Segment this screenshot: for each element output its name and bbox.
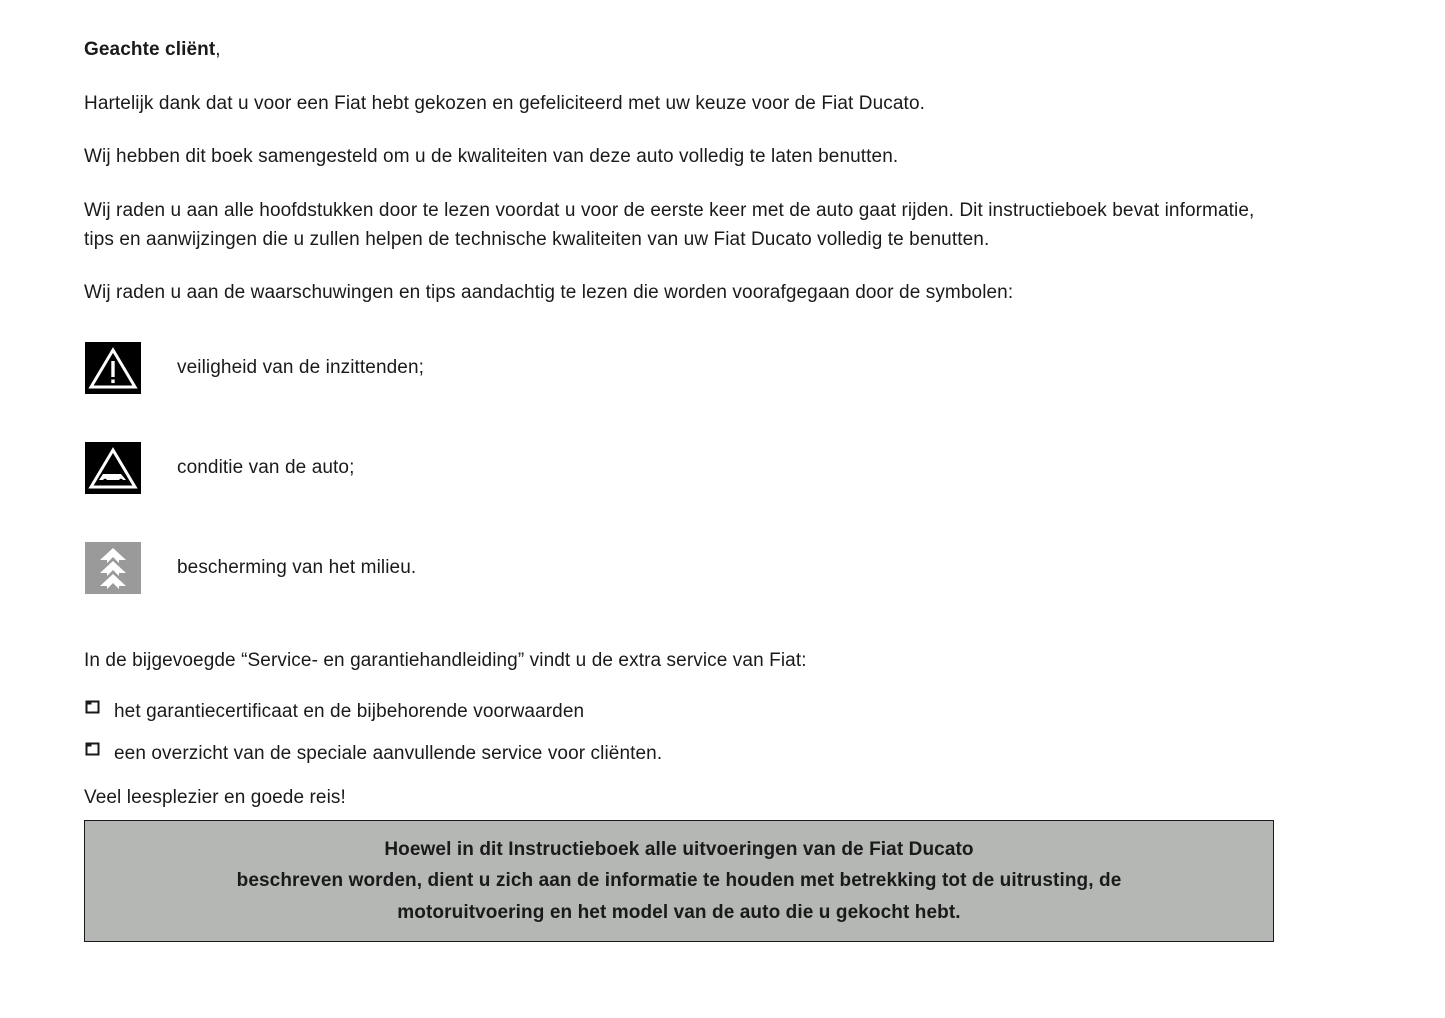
symbol-label-safety: veiligheid van de inzittenden;: [177, 356, 425, 378]
square-bullet-icon: [84, 698, 114, 722]
notice-text: [213, 834, 1146, 928]
closing-line: Veel leesplezier en goede reis!: [84, 787, 346, 809]
symbol-row-vehicle: [84, 442, 1274, 494]
symbol-label-environment: bescherming van het milieu.: [177, 556, 417, 578]
list-item: [84, 741, 1274, 765]
symbol-legend: [84, 342, 1274, 594]
notice-box: [84, 820, 1274, 942]
salutation-bold: Geachte cliënt: [84, 39, 216, 60]
salutation-comma: ,: [215, 39, 221, 60]
document-content: [84, 38, 1274, 837]
square-bullet-icon: [84, 740, 114, 764]
notice-line-1: Hoewel in dit Instructieboek alle uitvoeringen van de Fiat Ducato: [384, 838, 974, 860]
notice-line-2: beschreven worden, dient u zich aan de informatie te houden met betrekking tot de uitrusting, de: [236, 870, 1122, 892]
warning-triangle-car-icon: [85, 442, 141, 494]
environment-leaf-icon: [85, 542, 141, 594]
paragraph-thanks: Hartelijk dank dat u voor een Fiat hebt gekozen en gefeliciteerd met uw keuze voor de Fiat Ducato.: [84, 92, 925, 114]
list-item-label: het garantiecertificaat en de bijbehorende voorwaarden: [114, 701, 585, 723]
notice-line-3: motoruitvoering en het model van de auto die u gekocht hebt.: [397, 901, 961, 923]
list-item-label: een overzicht van de speciale aanvullende service voor cliënten.: [114, 743, 663, 765]
symbol-row-environment: [84, 542, 1274, 594]
symbol-label-vehicle: conditie van de auto;: [177, 456, 355, 478]
list-item: [84, 699, 1274, 723]
paragraph-advice: Wij raden u aan alle hoofdstukken door te lezen voordat u voor de eerste keer met de auto gaat rijden. Dit instructieboek bevat informatie, tips en aanwijzingen die u zullen helpen de technische kwaliteiten van uw Fiat Ducato volledig te benutten.: [84, 199, 1255, 250]
salutation: [84, 38, 1274, 63]
symbol-row-safety: [84, 342, 1274, 394]
service-intro: In de bijgevoegde “Service- en garantiehandleiding” vindt u de extra service van Fiat:: [84, 649, 807, 671]
service-section: [84, 646, 1274, 813]
warning-triangle-exclamation-icon: [85, 342, 141, 394]
paragraph-symbols-intro: Wij raden u aan de waarschuwingen en tips aandachtig te lezen die worden voorafgegaan door de symbolen:: [84, 282, 1014, 304]
paragraph-purpose: Wij hebben dit boek samengesteld om u de kwaliteiten van deze auto volledig te laten benutten.: [84, 146, 899, 168]
